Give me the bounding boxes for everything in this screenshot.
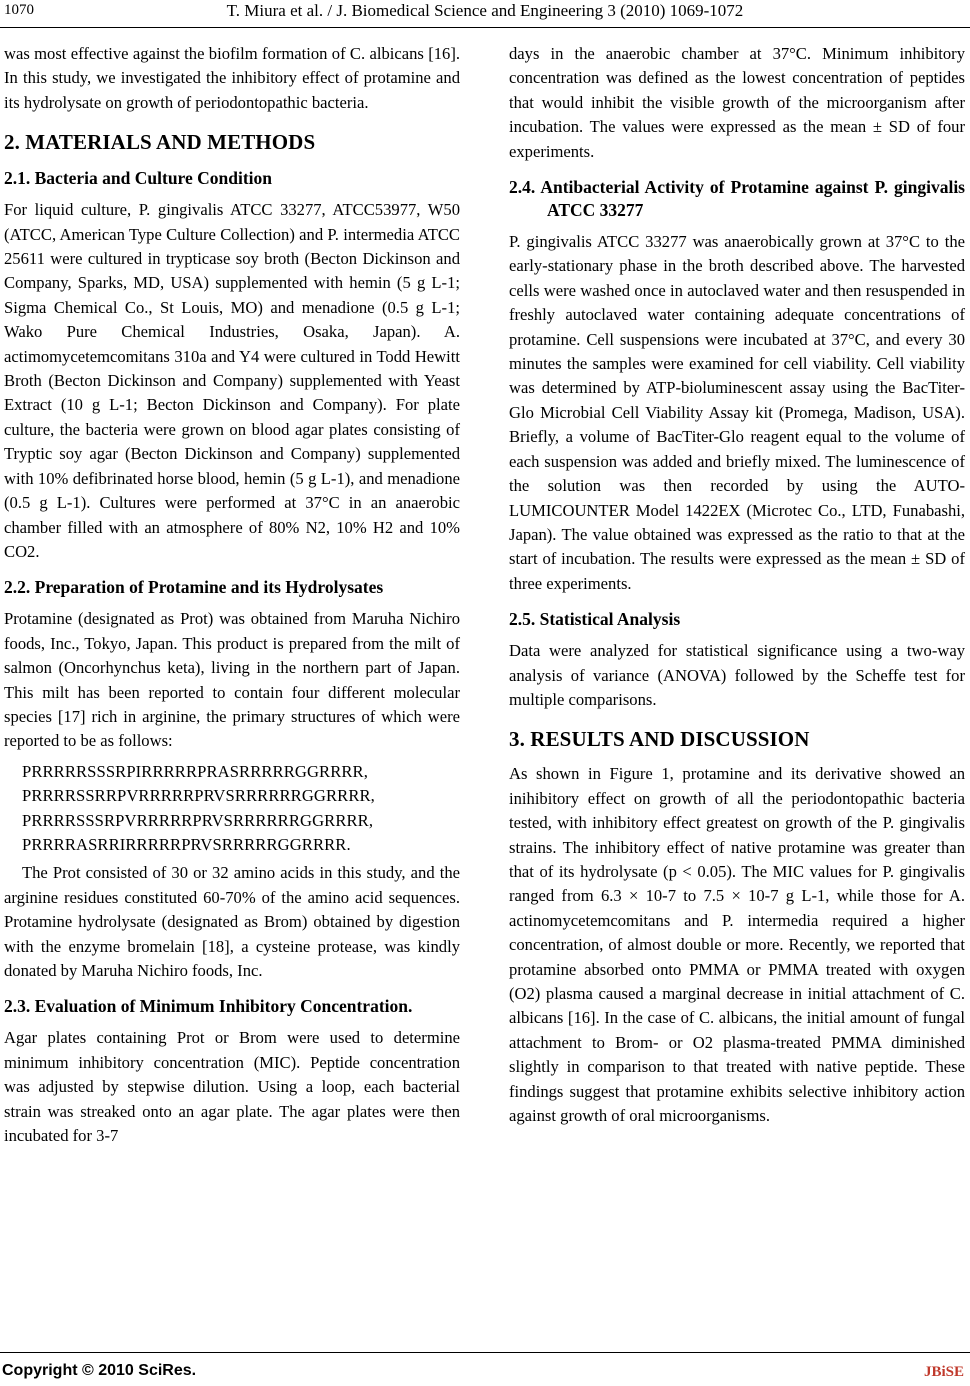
left-column — [4, 42, 460, 1148]
section-2-2-paragraph-2: The Prot consisted of 30 or 32 amino acids in this study, and the arginine residues constituted 60-70% of the amino acid sequences. Protamine hydrolysate (designated as Brom) obtained by digestion with the enzyme bromelain [18], a cysteine protease, was kindly donated by Maruha Nichiro foods, Inc. — [4, 863, 460, 980]
section-2-2-paragraph: Protamine (designated as Prot) was obtained from Maruha Nichiro foods, Inc., Tokyo, Japan. This product is prepared from the milt of salmon (Oncorhynchus keta), living in the northern part of Japan. This milt has been reported to contain four different molecular species [17] rich in arginine, the primary structures of which were reported to be as follows: — [4, 609, 460, 751]
sequence-line: PRRRRSSRRPVRRRRRPRVSRRRRRRGGRRRR, — [22, 786, 375, 806]
journal-abbrev: JBiSE — [923, 1364, 964, 1380]
section-3-heading: 3. RESULTS AND DISCUSSION — [509, 727, 810, 752]
copyright-notice: Copyright © 2010 SciRes. — [2, 1362, 197, 1379]
intro-paragraph: was most effective against the biofilm formation of C. albicans [16]. In this study, we investigated the inhibitory effect of protamine and its hydrolysate on growth of periodontopathic bacteria. — [4, 44, 460, 112]
section-2-5-heading: 2.5. Statistical Analysis — [509, 609, 681, 630]
section-2-3-continued: days in the anaerobic chamber at 37°C. Minimum inhibitory concentration was defined as the lowest concentration of peptides that would inhibit the visible growth of the microorganism after incubation. The values were expressed as the mean ± SD of four experiments. — [509, 44, 965, 161]
sequence-list — [22, 760, 460, 858]
running-title: T. Miura et al. / J. Biomedical Science and Engineering 3 (2010) 1069-1072 — [226, 1, 744, 20]
section-2-3-heading: 2.3. Evaluation of Minimum Inhibitory Concentration. — [4, 996, 413, 1017]
page-number: 1070 — [4, 2, 34, 18]
section-2-5-paragraph: Data were analyzed for statistical significance using a two-way analysis of variance (ANOVA) followed by the Scheffe test for multiple comparisons. — [509, 641, 965, 709]
section-2-1-paragraph: For liquid culture, P. gingivalis ATCC 33277, ATCC53977, W50 (ATCC, American Type Culture Collection) and P. intermedia ATCC 25611 were cultured in trypticase soy broth (Becton Dickinson and Company, Sparks, MD, USA) supplemented with hemin (5 g L-1; Sigma Chemical Co., St Louis, MO) and menadione (0.5 g L-1; Wako Pure Chemical Industries, Osaka, Japan). A. actimomycetemcomitans 310a and Y4 were cultured in Todd Hewitt Broth (Becton Dickinson and Company) supplemented with Yeast Extract (10 g L-1; Becton Dickinson and Company). For plate culture, the bacteria were grown on blood agar plates consisting of Tryptic soy agar (Becton Dickinson and Company) supplemented with 10% defibrinated horse blood, hemin (5 g L-1), and menadione (0.5 g L-1). Cultures were performed at 37°C in an anaerobic chamber filled with an atmosphere of 80% N2, 10% H2 and 10% CO2. — [4, 200, 460, 561]
sequence-line: PRRRRSSSRPVRRRRRPRVSRRRRRRGGRRRR, — [22, 810, 374, 830]
section-2-heading: 2. MATERIALS AND METHODS — [4, 130, 316, 155]
section-2-1-heading: 2.1. Bacteria and Culture Condition — [4, 168, 273, 189]
header-rule — [0, 27, 970, 28]
sequence-line: PRRRRRSSSRPIRRRRRPRASRRRRRGGRRRR, — [22, 761, 368, 781]
sequence-line: PRRRRASRRIRRRRRPRVSRRRRRGGRRRR. — [22, 834, 351, 854]
section-2-2-heading: 2.2. Preparation of Protamine and its Hydrolysates — [4, 577, 384, 598]
right-column — [509, 42, 965, 1128]
section-2-4-paragraph: P. gingivalis ATCC 33277 was anaerobically grown at 37°C to the early-stationary phase in the broth described above. The harvested cells were washed once in autoclaved water and then resuspended in freshly autoclaved water containing adequate concentrations of protamine. Cell suspensions were incubated at 37°C, and every 30 minutes the samples were examined for cell viability. Cell viability was determined by ATP-bioluminescent assay using the BacTiter-Glo Microbial Cell Viability Assay kit (Promega, Madison, USA). Briefly, a volume of BacTiter-Glo reagent equal to the volume of each suspension was added and briefly mixed. The luminescence of the solution was then recorded by using the AUTO-LUMICOUNTER Model 1422EX (Microtec Co., LTD, Funabashi, Japan). The value obtained was expressed as the ratio to that at the start of incubation. The results were expressed as the mean ± SD of three experiments. — [509, 232, 965, 593]
section-2-3-paragraph: Agar plates containing Prot or Brom were used to determine minimum inhibitory concentration (MIC). Peptide concentration was adjusted by stepwise dilution. Using a loop, each bacterial strain was streaked onto an agar plate. The agar plates were then incubated for 3-7 — [4, 1028, 460, 1146]
section-3-paragraph: As shown in Figure 1, protamine and its derivative showed an inihibitory effect on growth of all the periodontopathic bacteria tested, with inhibitory effect greatest on growth of the P. gingivalis strains. The inhibitory effect of native protamine was greater than that of its hydrolysate (p < 0.05). The MIC values for P. gingivalis ranged from 6.3 × 10-7 to 7.5 × 10-7 g L-1, while those for A. actinomycetemcomitans and P. intermedia required a higher concentration, of almost double or more. Recently, we reported that protamine absorbed onto PMMA or PMMA treated with oxygen (O2) plasma caused a marginal decrease in initial attachment of C. albicans [16]. In the case of C. albicans, the initial amount of fungal attachment to Brom- or O2 plasma-treated PMMA diminished slightly in comparison to that treated with native peptide. These findings suggest that protamine exhibits selective inhibitory action against growth of oral microorganisms. — [509, 764, 965, 1126]
section-2-4-heading: 2.4. Antibacterial Activity of Protamine against P. gingivalis ATCC 33277 — [509, 177, 965, 221]
footer-rule — [0, 1352, 970, 1353]
